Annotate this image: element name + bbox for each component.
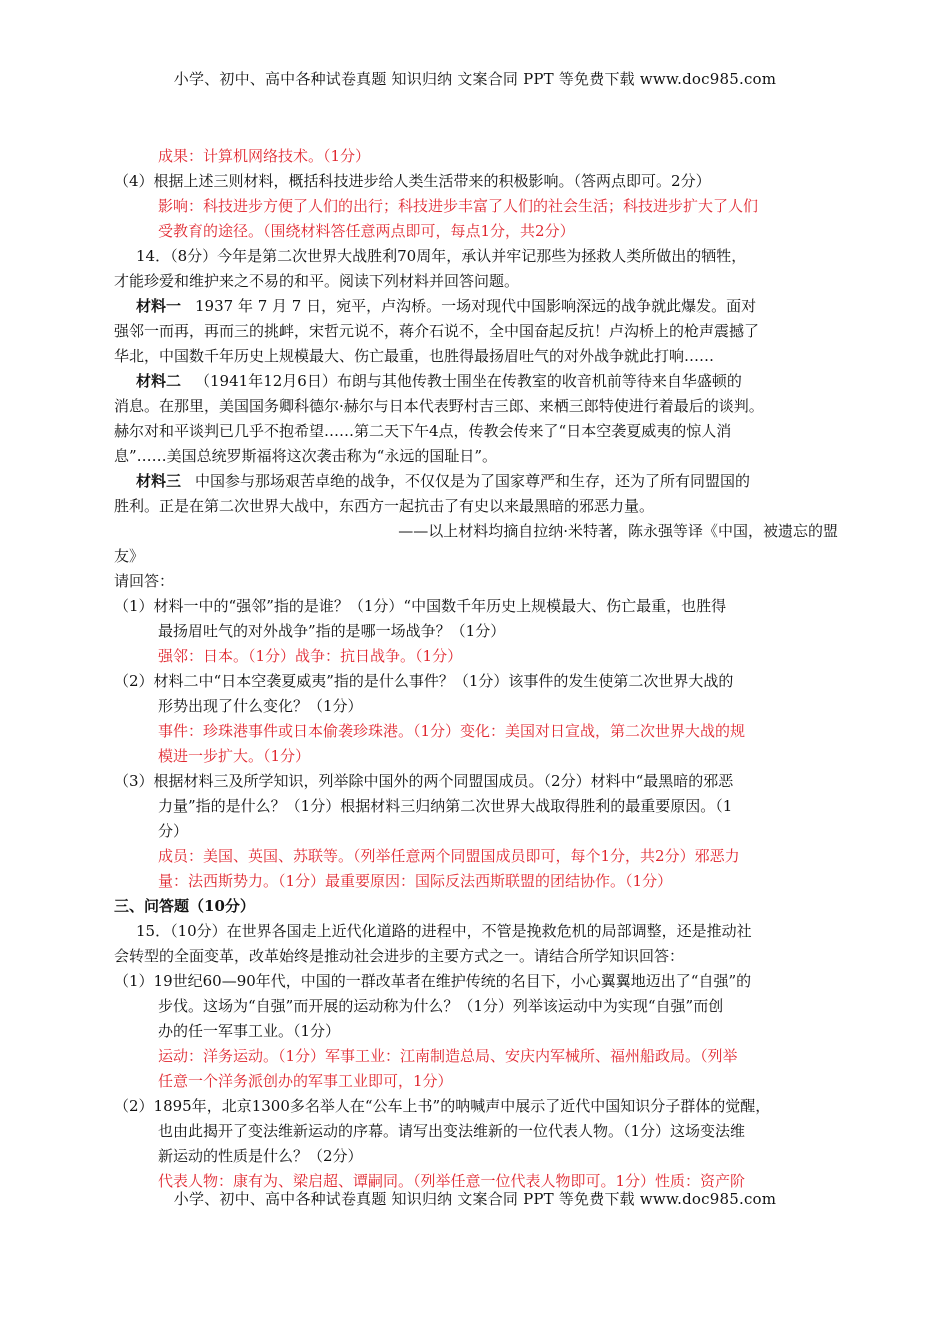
text-line (114, 394, 838, 419)
text-line (114, 619, 838, 644)
answer-line (114, 1044, 838, 1069)
text-line (114, 694, 838, 719)
line-text: 办的任一军事工业。（1分） (158, 1022, 341, 1040)
line-text: 受教育的途径。（围绕材料答任意两点即可，每点1分，共2分） (158, 222, 575, 240)
line-text: 友》 (114, 547, 145, 565)
answer-line (114, 744, 838, 769)
text-line (114, 444, 838, 469)
text-line (114, 944, 838, 969)
line-text: 也由此揭开了变法维新运动的序幕。请写出变法维新的一位代表人物。（1分）这场变法维 (158, 1122, 746, 1140)
answer-line (114, 844, 838, 869)
line-text: 14．（8分）今年是第二次世界大战胜利70周年，承认并牢记那些为拯救人类所做出的牺牲， (136, 247, 747, 265)
line-text: 量：法西斯势力。（1分）最重要原因：国际反法西斯联盟的团结协作。（1分） (158, 872, 673, 890)
line-text: 形势出现了什么变化？（1分） (158, 697, 363, 715)
text-line (114, 794, 838, 819)
text-line (114, 169, 838, 194)
line-text: 华北，中国数千年历史上规模最大、伤亡最重，也胜得最扬眉吐气的对外战争就此打响…… (114, 347, 715, 365)
line-text: 请回答： (114, 572, 175, 590)
text-line (114, 969, 838, 994)
answer-line (114, 869, 838, 894)
line-text: 三、问答题（10分） (114, 897, 255, 915)
text-line (114, 769, 838, 794)
text-line (114, 319, 838, 344)
text-line (114, 519, 838, 544)
line-text: （4）根据上述三则材料，概括科技进步给人类生活带来的积极影响。（答两点即可。2分） (114, 172, 711, 190)
line-text: （2）材料二中“日本空袭夏威夷”指的是什么事件？（1分）该事件的发生使第二次世界大战的 (114, 672, 734, 690)
text-line (114, 269, 838, 294)
text-line (114, 994, 838, 1019)
line-text: 消息。在那里，美国国务卿科德尔·赫尔与日本代表野村吉三郎、来栖三郎特使进行着最后的谈判。 (114, 397, 764, 415)
line-text: （1941年12月6日）布朗与其他传教士围坐在传教室的收音机前等待来自华盛顿的 (195, 372, 742, 390)
line-text: 强邻：日本。（1分）战争：抗日战争。（1分） (158, 647, 463, 665)
line-text: 赫尔对和平谈判已几乎不抱希望……第二天下午4点，传教会传来了“日本空袭夏威夷的惊人消 (114, 422, 732, 440)
answer-line (114, 144, 838, 169)
material-label: 材料三 (136, 472, 182, 490)
line-text: ——以上材料均摘自拉纳·米特著，陈永强等译《中国，被遗忘的盟 (398, 522, 838, 540)
text-line (114, 819, 838, 844)
line-text: 影响：科技进步方便了人们的出行；科技进步丰富了人们的社会生活；科技进步扩大了人们 (158, 197, 759, 215)
text-line (114, 1019, 838, 1044)
text-line (114, 894, 838, 919)
line-text: 代表人物：康有为、梁启超、谭嗣同。（列举任意一位代表人物即可。1分）性质：资产阶 (158, 1172, 746, 1190)
line-text: 强邻一而再，再而三的挑衅，宋哲元说不，蒋介石说不，全中国奋起反抗！卢沟桥上的枪声震撼了 (114, 322, 760, 340)
material-line (114, 369, 838, 394)
text-line (114, 1119, 838, 1144)
line-text: 会转型的全面变革，改革始终是推动社会进步的主要方式之一。请结合所学知识回答： (114, 947, 685, 965)
text-line (114, 569, 838, 594)
line-text: 成果：计算机网络技术。（1分） (158, 147, 371, 165)
answer-line (114, 194, 838, 219)
line-text: （1）19世纪60—90年代，中国的一群改革者在维护传统的名目下，小心翼翼地迈出了“自强”的 (114, 972, 752, 990)
text-line (114, 419, 838, 444)
line-text: （3）根据材料三及所学知识，列举除中国外的两个同盟国成员。（2分）材料中“最黑暗的邪恶 (114, 772, 734, 790)
line-text: 事件：珍珠港事件或日本偷袭珍珠港。（1分）变化：美国对日宣战，第二次世界大战的规 (158, 722, 746, 740)
text-line (114, 1094, 838, 1119)
line-text: 最扬眉吐气的对外战争”指的是哪一场战争？（1分） (158, 622, 506, 640)
text-line (114, 494, 838, 519)
answer-line (114, 219, 838, 244)
line-text: （2）1895年，北京1300多名举人在“公车上书”的呐喊声中展示了近代中国知识分子群体的觉醒， (114, 1097, 771, 1115)
material-label: 材料二 (136, 372, 182, 390)
line-text: 新运动的性质是什么？（2分） (158, 1147, 363, 1165)
line-text: 中国参与那场艰苦卓绝的战争，不仅仅是为了国家尊严和生存，还为了所有同盟国的 (195, 472, 751, 490)
line-text: 15．（10分）在世界各国走上近代化道路的进程中，不管是挽救危机的局部调整，还是推动社 (136, 922, 752, 940)
line-text: 运动：洋务运动。（1分）军事工业：江南制造总局、安庆内军械所、福州船政局。（列举 (158, 1047, 738, 1065)
text-line (114, 1144, 838, 1169)
document-body (114, 144, 838, 1194)
text-line (114, 919, 838, 944)
line-text: 才能珍爱和维护来之不易的和平。阅读下列材料并回答问题。 (114, 272, 520, 290)
material-line (114, 469, 838, 494)
line-text: 息”……美国总统罗斯福将这次袭击称为“永远的国耻日”。 (114, 447, 498, 465)
page-header: 小学、初中、高中各种试卷真题 知识归纳 文案合同 PPT 等免费下载 www.doc985.com (173, 70, 777, 88)
line-text: 力量”指的是什么？（1分）根据材料三归纳第二次世界大战取得胜利的最重要原因。（1 (158, 797, 733, 815)
text-line (114, 544, 838, 569)
material-line (114, 294, 838, 319)
line-text: 模进一步扩大。（1分） (158, 747, 311, 765)
answer-line (114, 644, 838, 669)
text-line (114, 244, 838, 269)
text-line (114, 669, 838, 694)
answer-line (114, 1069, 838, 1094)
line-text: 胜利。正是在第二次世界大战中，东西方一起抗击了有史以来最黑暗的邪恶力量。 (114, 497, 655, 515)
line-text: 分） (158, 822, 189, 840)
line-text: 1937 年 7 月 7 日，宛平，卢沟桥。一场对现代中国影响深远的战争就此爆发。面对 (195, 297, 757, 315)
line-text: 步伐。这场为“自强”而开展的运动称为什么？（1分）列举该运动中为实现“自强”而创 (158, 997, 724, 1015)
line-text: 任意一个洋务派创办的军事工业即可，1分） (158, 1072, 453, 1090)
material-label: 材料一 (136, 297, 182, 315)
page-footer: 小学、初中、高中各种试卷真题 知识归纳 文案合同 PPT 等免费下载 www.doc985.com (173, 1190, 777, 1208)
line-text: （1）材料一中的“强邻”指的是谁？（1分）“中国数千年历史上规模最大、伤亡最重，也胜得 (114, 597, 727, 615)
line-text: 成员：美国、英国、苏联等。（列举任意两个同盟国成员即可，每个1分，共2分）邪恶力 (158, 847, 740, 865)
text-line (114, 594, 838, 619)
answer-line (114, 719, 838, 744)
text-line (114, 344, 838, 369)
